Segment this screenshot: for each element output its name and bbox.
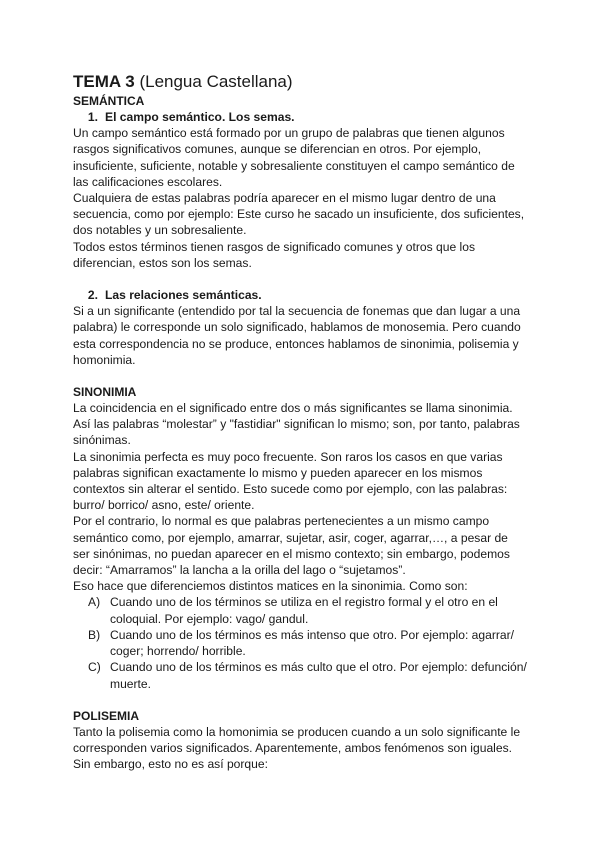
text-line: homonimia. (73, 352, 136, 367)
text-line: palabras significan exactamente lo mismo y pueden aparecer en los mismos (73, 465, 483, 480)
text-line: muerte. (110, 676, 151, 691)
text-line: diferencian, estos son los semas. (73, 255, 252, 270)
list-marker: C) (88, 660, 101, 675)
text-line: Un campo semántico está formado por un grupo de palabras que tienen algunos (73, 126, 505, 141)
spacer (73, 692, 533, 708)
text-line: dos notables y un sobresaliente. (73, 223, 247, 238)
text-line: Todos estos términos tienen rasgos de significado comunes y otros que los (73, 239, 475, 254)
text-line: Cualquiera de estas palabras podría aparecer en el mismo lugar dentro de una (73, 191, 496, 206)
text-line: Cuando uno de los términos es más intenso que otro. Por ejemplo: agarrar/ (110, 627, 515, 642)
document-content (73, 72, 533, 772)
text-line: semántico como, por ejemplo, amarrar, sujetar, asir, coger, agarrar,…, a pesar de (73, 530, 508, 545)
list-item (73, 627, 533, 659)
section-heading-sinonimia: SINONIMIA (73, 385, 137, 400)
text-line: La coincidencia en el significado entre dos o más significantes se llama sinonimia. (73, 401, 513, 416)
section-heading-semantica: SEMÁNTICA (73, 94, 145, 108)
paragraph-relaciones (73, 303, 533, 368)
list-text (110, 627, 533, 659)
numbered-heading-2 (73, 287, 533, 303)
text-line: palabra) le corresponde un solo significado, hablamos de monosemia. Pero cuando (73, 320, 521, 335)
heading-number: 1. (87, 110, 98, 124)
text-line: sinónimas. (73, 433, 131, 448)
text-line: Sin embargo, esto no es así porque: (73, 757, 268, 772)
text-line: contextos sin alterar el sentido. Esto sucede como por ejemplo, con las palabras: (73, 482, 508, 497)
heading-number: 2. (87, 288, 98, 303)
spacer (73, 271, 533, 287)
text-line: Tanto la polisemia como la homonimia se producen cuando a un solo significante le (73, 724, 521, 739)
text-line: Cuando uno de los términos es más culto que el otro. Por ejemplo: defunción/ (110, 660, 527, 675)
page-title (73, 72, 533, 92)
text-line: Si a un significante (entendido por tal la secuencia de fonemas que dan lugar a una (73, 304, 521, 319)
text-line: La sinonimia perfecta es muy poco frecuente. Son raros los casos en que varias (73, 449, 503, 464)
matices-list (73, 594, 533, 691)
text-line: burro/ borrico/ asno, este/ oriente. (73, 498, 255, 513)
text-line: secuencia, como por ejemplo: Este curso he sacado un insuficiente, dos suficientes, (73, 207, 525, 222)
text-line: las calificaciones escolares. (73, 174, 223, 189)
paragraph-polisemia (73, 724, 533, 773)
section-heading-polisemia: POLISEMIA (73, 708, 140, 723)
text-line: rasgos significativos comunes, aunque se diferencian en otros. Por ejemplo, (73, 142, 482, 157)
text-line: esta correspondencia no se produce, entonces hablamos de sinonimia, polisemia y (73, 336, 519, 351)
title-main: TEMA 3 (73, 72, 135, 91)
list-text (110, 594, 533, 626)
heading-text: El campo semántico. Los semas. (105, 110, 295, 124)
text-line: corresponden varios significados. Aparentemente, ambos fenómenos son iguales. (73, 740, 512, 755)
list-marker: A) (88, 595, 101, 610)
spacer (73, 368, 533, 384)
list-marker: B) (88, 627, 101, 642)
paragraph-sinonimia (73, 400, 533, 594)
heading-text: Las relaciones semánticas. (105, 288, 262, 303)
paragraph-campo-semantico (73, 125, 533, 271)
text-line: coger; horrendo/ horrible. (110, 644, 246, 659)
text-line: Así las palabras “molestar” y "fastidiar" significan lo mismo; son, por tanto, palabras (73, 417, 520, 432)
text-line: decir: “Amarramos” la lancha a la orilla del lago o “sujetamos”. (73, 563, 406, 578)
list-text (110, 659, 533, 691)
text-line: Eso hace que diferenciemos distintos matices en la sinonimia. Como son: (73, 579, 468, 594)
list-item (73, 659, 533, 691)
text-line: coloquial. Por ejemplo: vago/ gandul. (110, 611, 309, 626)
text-line: ser sinónimas, no puedan aparecer en el mismo contexto; sin embargo, podemos (73, 546, 510, 561)
title-subtitle: (Lengua Castellana) (139, 72, 293, 91)
numbered-heading-1 (73, 109, 533, 125)
text-line: insuficiente, suficiente, notable y sobresaliente constituyen el campo semántico de (73, 158, 515, 173)
text-line: Por el contrario, lo normal es que palabras pertenecientes a un mismo campo (73, 514, 490, 529)
text-line: Cuando uno de los términos se utiliza en el registro formal y el otro en el (110, 595, 498, 610)
list-item (73, 594, 533, 626)
